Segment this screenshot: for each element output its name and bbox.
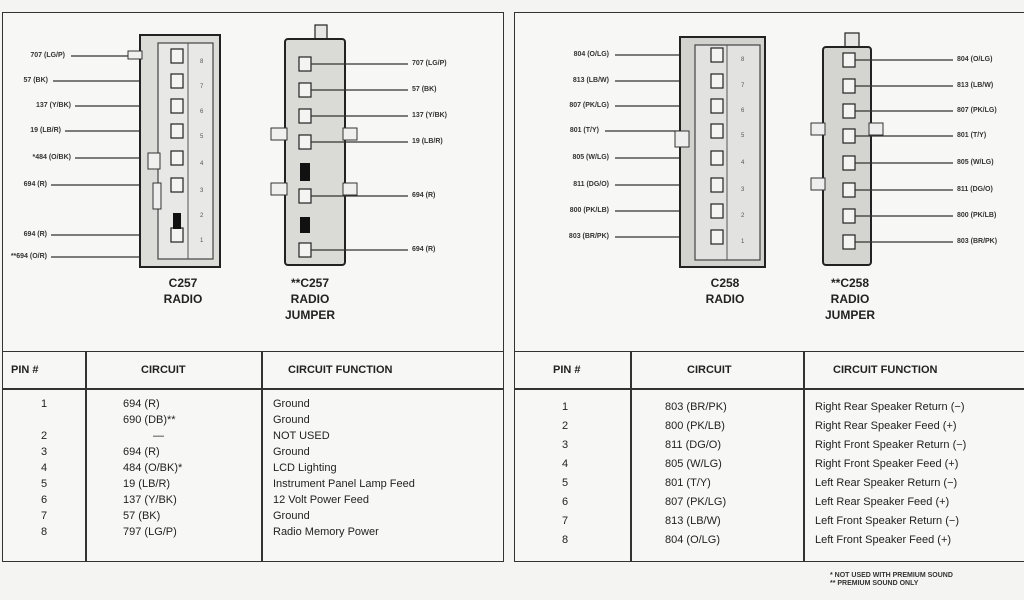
circuit-cell: 694 (R): [123, 446, 160, 458]
c258-wire-label: 807 (PK/LG): [569, 102, 609, 109]
circuit-function-header: CIRCUIT FUNCTION: [833, 364, 938, 376]
circuit-cell: 803 (BR/PK): [665, 401, 727, 413]
c258-wire-label: 800 (PK/LB): [569, 207, 609, 214]
pin-number: 8: [40, 526, 48, 538]
c258-caption: [685, 275, 765, 307]
pin-number: 6: [561, 496, 569, 508]
circuit-cell: 800 (PK/LB): [665, 420, 725, 432]
svg-text:3: 3: [200, 188, 204, 194]
c258-jumper-wire-label: 813 (LB/W): [957, 82, 994, 89]
circuit-cell: 807 (PK/LG): [665, 496, 727, 508]
pin-number: 6: [40, 494, 48, 506]
function-column: [815, 398, 966, 550]
connector-sub-label: RADIO: [705, 292, 745, 306]
c257-wire-label: 694 (R): [23, 231, 47, 238]
function-cell: Right Front Speaker Return (−): [815, 439, 967, 451]
pin-number: 5: [561, 477, 569, 489]
circuit-cell: 137 (Y/BK): [123, 494, 177, 506]
pin-number: 8: [561, 534, 569, 546]
c257-jumper-wire-label: 19 (LB/R): [412, 138, 443, 145]
function-cell: Left Front Speaker Feed (+): [815, 534, 952, 546]
c258-wire-label: 804 (O/LG): [573, 51, 609, 58]
svg-text:5: 5: [200, 134, 204, 140]
c258-wire-label: 803 (BR/PK): [568, 233, 609, 240]
svg-text:5: 5: [741, 133, 745, 139]
connector-label: C257: [168, 276, 198, 290]
pin-number: 3: [40, 446, 48, 458]
footnote-premium-only: ** PREMIUM SOUND ONLY: [830, 580, 919, 587]
circuit-cell: 811 (DG/O): [665, 439, 722, 451]
pin-column: [515, 398, 615, 550]
circuit-cell: 805 (W/LG): [665, 458, 722, 470]
c258-jumper-wire-label: 805 (W/LG): [957, 159, 994, 166]
svg-text:6: 6: [741, 108, 745, 114]
circuit-cell: 690 (DB)**: [123, 414, 176, 426]
function-cell: Instrument Panel Lamp Feed: [273, 478, 415, 490]
function-cell: NOT USED: [273, 430, 330, 442]
pin-number: 3: [561, 439, 569, 451]
c258-wire-label: 813 (LB/W): [572, 77, 609, 84]
c258-wire-label: 801 (T/Y): [569, 127, 599, 134]
c258-jumper-wire-label: 803 (BR/PK): [957, 238, 998, 245]
pin-number: 1: [561, 401, 569, 413]
function-cell: Left Rear Speaker Return (−): [815, 477, 958, 489]
c257-jumper-wire-label: 694 (R): [412, 246, 436, 253]
c257-wire-label: **694 (O/R): [10, 253, 47, 260]
circuit-cell: 19 (LB/R): [123, 478, 171, 490]
c257-wire-label: 57 (BK): [23, 77, 48, 84]
svg-text:4: 4: [741, 160, 745, 166]
function-cell: Right Rear Speaker Return (−): [815, 401, 965, 413]
circuit-cell: 804 (O/LG): [665, 534, 721, 546]
c257-jumper-wire-label: 137 (Y/BK): [412, 112, 448, 119]
function-cell: Left Front Speaker Return (−): [815, 515, 959, 527]
c258-wire-label: 811 (DG/O): [573, 181, 609, 188]
pin-number: 2: [40, 430, 48, 442]
footnotes: [830, 572, 953, 588]
circuit-cell: 797 (LG/P): [123, 526, 177, 538]
circuit-cell: 813 (LB/W): [665, 515, 721, 527]
pin-number: [3, 412, 85, 428]
pin-number: 4: [561, 458, 569, 470]
pin-header: PIN #: [11, 364, 39, 376]
pin-number: 7: [40, 510, 48, 522]
jumper-sub-label: JUMPER: [824, 308, 875, 322]
pin-number: 1: [40, 398, 48, 410]
c258-wire-label: 805 (W/LG): [572, 154, 609, 161]
c257-caption: [143, 275, 223, 307]
function-cell: LCD Lighting: [273, 462, 337, 474]
circuit-cell: —: [153, 430, 164, 442]
svg-text:1: 1: [741, 239, 745, 245]
svg-text:6: 6: [200, 109, 204, 115]
c258-jumper-caption: [805, 275, 895, 323]
function-cell: 12 Volt Power Feed: [273, 494, 370, 506]
svg-text:3: 3: [741, 187, 745, 193]
function-cell: Ground: [273, 414, 310, 426]
jumper-sub-label: JUMPER: [284, 308, 335, 322]
circuit-column: [123, 396, 182, 540]
function-cell: Right Rear Speaker Feed (+): [815, 420, 957, 432]
right-panel-c258: [514, 12, 1024, 562]
circuit-column: [665, 398, 727, 550]
svg-text:2: 2: [741, 213, 745, 219]
pin-number: 5: [40, 478, 48, 490]
c258-jumper-wire-label: 811 (DG/O): [957, 186, 993, 193]
c257-wire-label: *484 (O/BK): [32, 154, 71, 161]
c258-jumper-body: [811, 33, 883, 265]
connector-sub-label: RADIO: [163, 292, 203, 306]
c257-jumper-wire-label: 57 (BK): [412, 86, 437, 93]
c257-pin-table: [3, 351, 503, 562]
function-cell: Radio Memory Power: [273, 526, 379, 538]
c257-jumper-wire-label: 694 (R): [412, 192, 436, 199]
pin-header: PIN #: [553, 364, 581, 376]
function-cell: Ground: [273, 398, 310, 410]
footnote-not-used: * NOT USED WITH PREMIUM SOUND: [830, 572, 953, 579]
c257-jumper-wire-label: 707 (LG/P): [412, 60, 447, 67]
svg-text:8: 8: [200, 59, 204, 65]
circuit-function-header: CIRCUIT FUNCTION: [288, 364, 393, 376]
c257-jumper-caption: [265, 275, 355, 323]
c257-wire-label: 694 (R): [23, 181, 47, 188]
function-cell: Right Front Speaker Feed (+): [815, 458, 959, 470]
circuit-header: CIRCUIT: [687, 364, 732, 376]
c257-wire-label: 707 (LG/P): [30, 52, 65, 59]
svg-text:4: 4: [200, 161, 204, 167]
pin-number: 4: [40, 462, 48, 474]
function-cell: Ground: [273, 446, 310, 458]
c258-pin-table: [515, 351, 1024, 562]
left-panel-c257: [2, 12, 504, 562]
circuit-cell: 57 (BK): [123, 510, 161, 522]
circuit-header: CIRCUIT: [141, 364, 186, 376]
svg-text:7: 7: [200, 84, 204, 90]
jumper-label: **C258: [830, 276, 870, 290]
circuit-cell: 694 (R): [123, 398, 160, 410]
pin-column: [3, 396, 85, 540]
jumper-sub-label: RADIO: [290, 292, 330, 306]
c258-jumper-wire-label: 801 (T/Y): [957, 132, 987, 139]
svg-text:8: 8: [741, 57, 745, 63]
connector-label: C258: [710, 276, 740, 290]
c257-jumper-body: [271, 25, 357, 265]
circuit-cell: 801 (T/Y): [665, 477, 711, 489]
c258-jumper-wire-label: 804 (O/LG): [957, 56, 993, 63]
svg-text:1: 1: [200, 238, 204, 244]
pin-number: 7: [561, 515, 569, 527]
circuit-cell: 484 (O/BK)*: [123, 462, 183, 474]
svg-text:2: 2: [200, 213, 204, 219]
function-cell: Ground: [273, 510, 310, 522]
c257-wire-label: 137 (Y/BK): [35, 102, 71, 109]
c258-jumper-wire-label: 800 (PK/LB): [957, 212, 997, 219]
jumper-sub-label: RADIO: [830, 292, 870, 306]
c258-jumper-wire-label: 807 (PK/LG): [957, 107, 997, 114]
jumper-label: **C257: [290, 276, 330, 290]
svg-text:7: 7: [741, 83, 745, 89]
c257-wire-label: 19 (LB/R): [30, 127, 61, 134]
function-column: [273, 396, 415, 540]
pin-number: 2: [561, 420, 569, 432]
function-cell: Left Rear Speaker Feed (+): [815, 496, 950, 508]
